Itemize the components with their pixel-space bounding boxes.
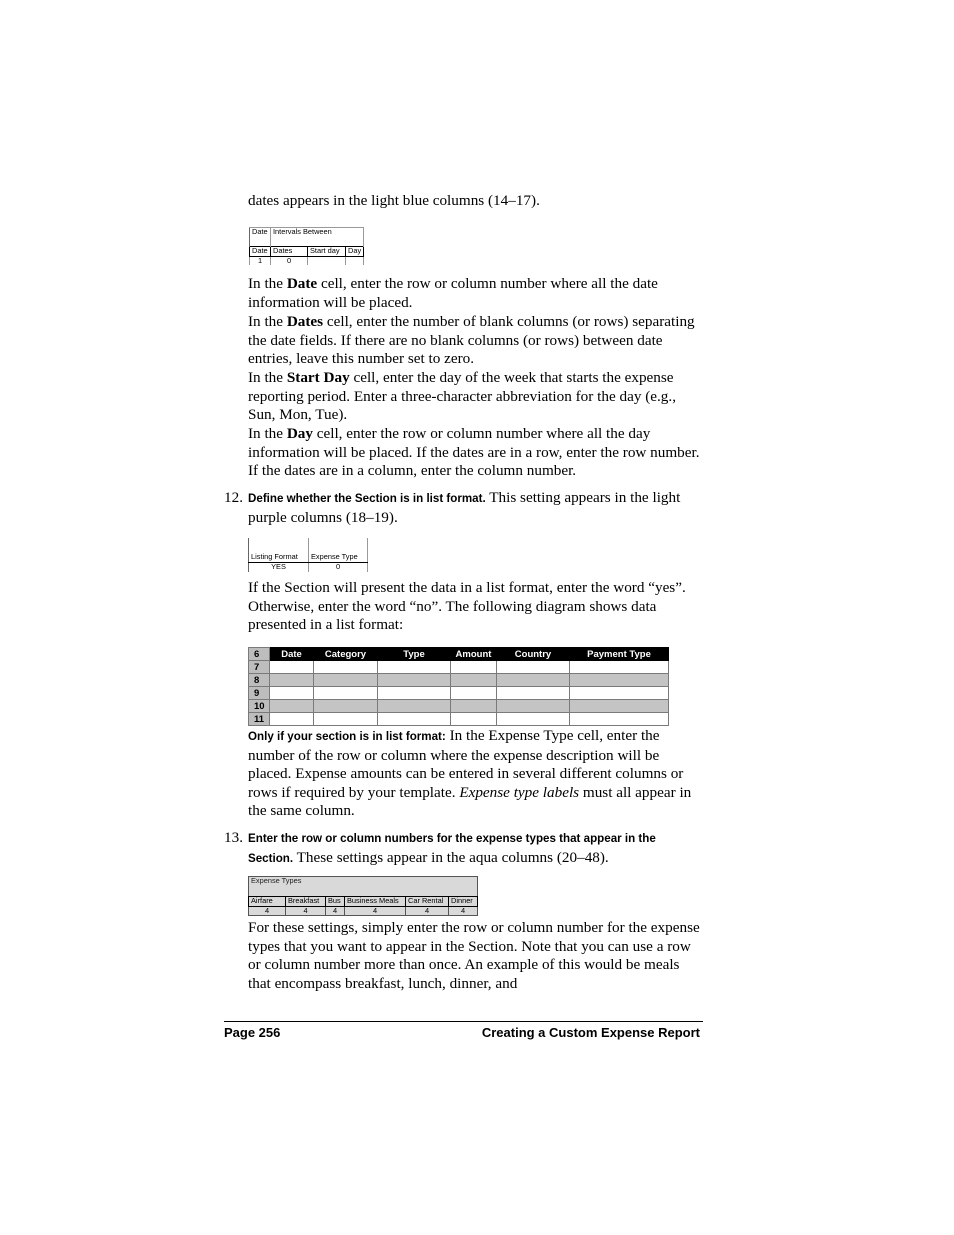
column-payment-type: Payment Type	[570, 648, 669, 661]
table-row	[249, 700, 669, 713]
expense-types-title: Expense Types	[251, 876, 302, 885]
day-cell-paragraph: In the Day cell, enter the row or column number where all the day information will be placed. If the dates are in a row, enter the row number. If the dates are in a column, enter the column number.	[248, 425, 700, 480]
date-title-cell: Date	[250, 228, 271, 247]
list-format-table	[248, 538, 368, 572]
expense-type-header: Airfare	[249, 897, 286, 907]
row-number-6: 6	[249, 648, 270, 661]
chapter-title: Creating a Custom Expense Report	[481, 1025, 700, 1040]
expense-type-header: Breakfast	[286, 897, 326, 907]
expense-type-header: Dinner	[449, 897, 478, 907]
row-number: 10	[249, 700, 270, 713]
start-day-cell-paragraph: In the Start Day cell, enter the day of the week that starts the expense reporting period. Enter a three-character abbreviation for the day (e.g., Sun, Mon, Tue).	[248, 369, 676, 424]
list-format-paragraph: If the Section will present the data in a list format, enter the word “yes”. Otherwise, enter the word “no”. The following diagram shows data presented in a list format:	[248, 579, 686, 634]
expense-type-header: Car Rental	[406, 897, 449, 907]
date-cell-paragraph: In the Date cell, enter the row or column number where all the date information will be placed.	[248, 275, 658, 311]
final-paragraph: For these settings, simply enter the row or column number for the expense types that you want to appear in the Section. Note that you can use a row or column number more than once. An example of this would be meals that encompass breakfast, lunch, dinner, and	[248, 919, 700, 992]
day-value-cell	[346, 257, 364, 266]
row-number: 11	[249, 713, 270, 726]
dates-cell-paragraph: In the Dates cell, enter the number of blank columns (or rows) separating the date fields. If there are no blank columns (or rows) between date entries, leave this number set to zero.	[248, 313, 695, 368]
expense-type-value: 4	[406, 907, 449, 916]
table-row	[249, 674, 669, 687]
expense-type-value: 4	[449, 907, 478, 916]
dates-value-cell: 0	[271, 257, 308, 266]
row-number: 7	[249, 661, 270, 674]
row-number: 9	[249, 687, 270, 700]
only-if-list-paragraph: Only if your section is in list format: In the Expense Type cell, enter the number of the row or column where the expense description will be placed. Expense amounts can be entered in several different columns or rows if required by your template. Expense type labels must all appear in the same column.	[248, 727, 692, 820]
intro-paragraph: dates appears in the light blue columns (14–17).	[248, 192, 540, 209]
step-12-number: 12.	[224, 489, 243, 506]
start-day-header-cell: Start day	[308, 247, 346, 257]
table-row	[249, 713, 669, 726]
expense-type-value: 0	[309, 563, 368, 573]
expense-type-header: Bus	[326, 897, 345, 907]
start-day-value-cell	[308, 257, 346, 266]
table-row	[249, 687, 669, 700]
expense-type-header: Expense Type	[309, 553, 368, 563]
page-number: Page 256	[224, 1025, 281, 1040]
listing-format-header: Listing Format	[249, 553, 309, 563]
date-value-cell: 1	[250, 257, 271, 266]
expense-type-value: 4	[286, 907, 326, 916]
expense-type-value: 4	[345, 907, 406, 916]
step-13-paragraph: Enter the row or column numbers for the expense types that appear in the Section. These settings appear in the aqua columns (20–48).	[248, 832, 656, 866]
step-13-number: 13.	[224, 829, 243, 846]
step-12-paragraph: Define whether the Section is in list format. This setting appears in the light purple columns (18–19).	[248, 489, 681, 526]
column-amount: Amount	[451, 648, 497, 661]
row-number: 8	[249, 674, 270, 687]
column-date: Date	[270, 648, 314, 661]
expense-types-table	[248, 876, 478, 916]
intervals-title-cell: Intervals Between	[271, 228, 364, 247]
day-header-cell: Day	[346, 247, 364, 257]
dates-header-cell: Dates	[271, 247, 308, 257]
column-type: Type	[378, 648, 451, 661]
column-country: Country	[497, 648, 570, 661]
expense-type-value: 4	[249, 907, 286, 916]
date-header-cell: Date	[250, 247, 271, 257]
expense-type-value: 4	[326, 907, 345, 916]
listing-format-value: YES	[249, 563, 309, 573]
date-settings-table	[249, 227, 364, 265]
table-row	[249, 661, 669, 674]
footer-divider	[224, 1021, 703, 1022]
expense-type-header: Business Meals	[345, 897, 406, 907]
column-category: Category	[314, 648, 378, 661]
list-format-diagram	[248, 647, 669, 726]
